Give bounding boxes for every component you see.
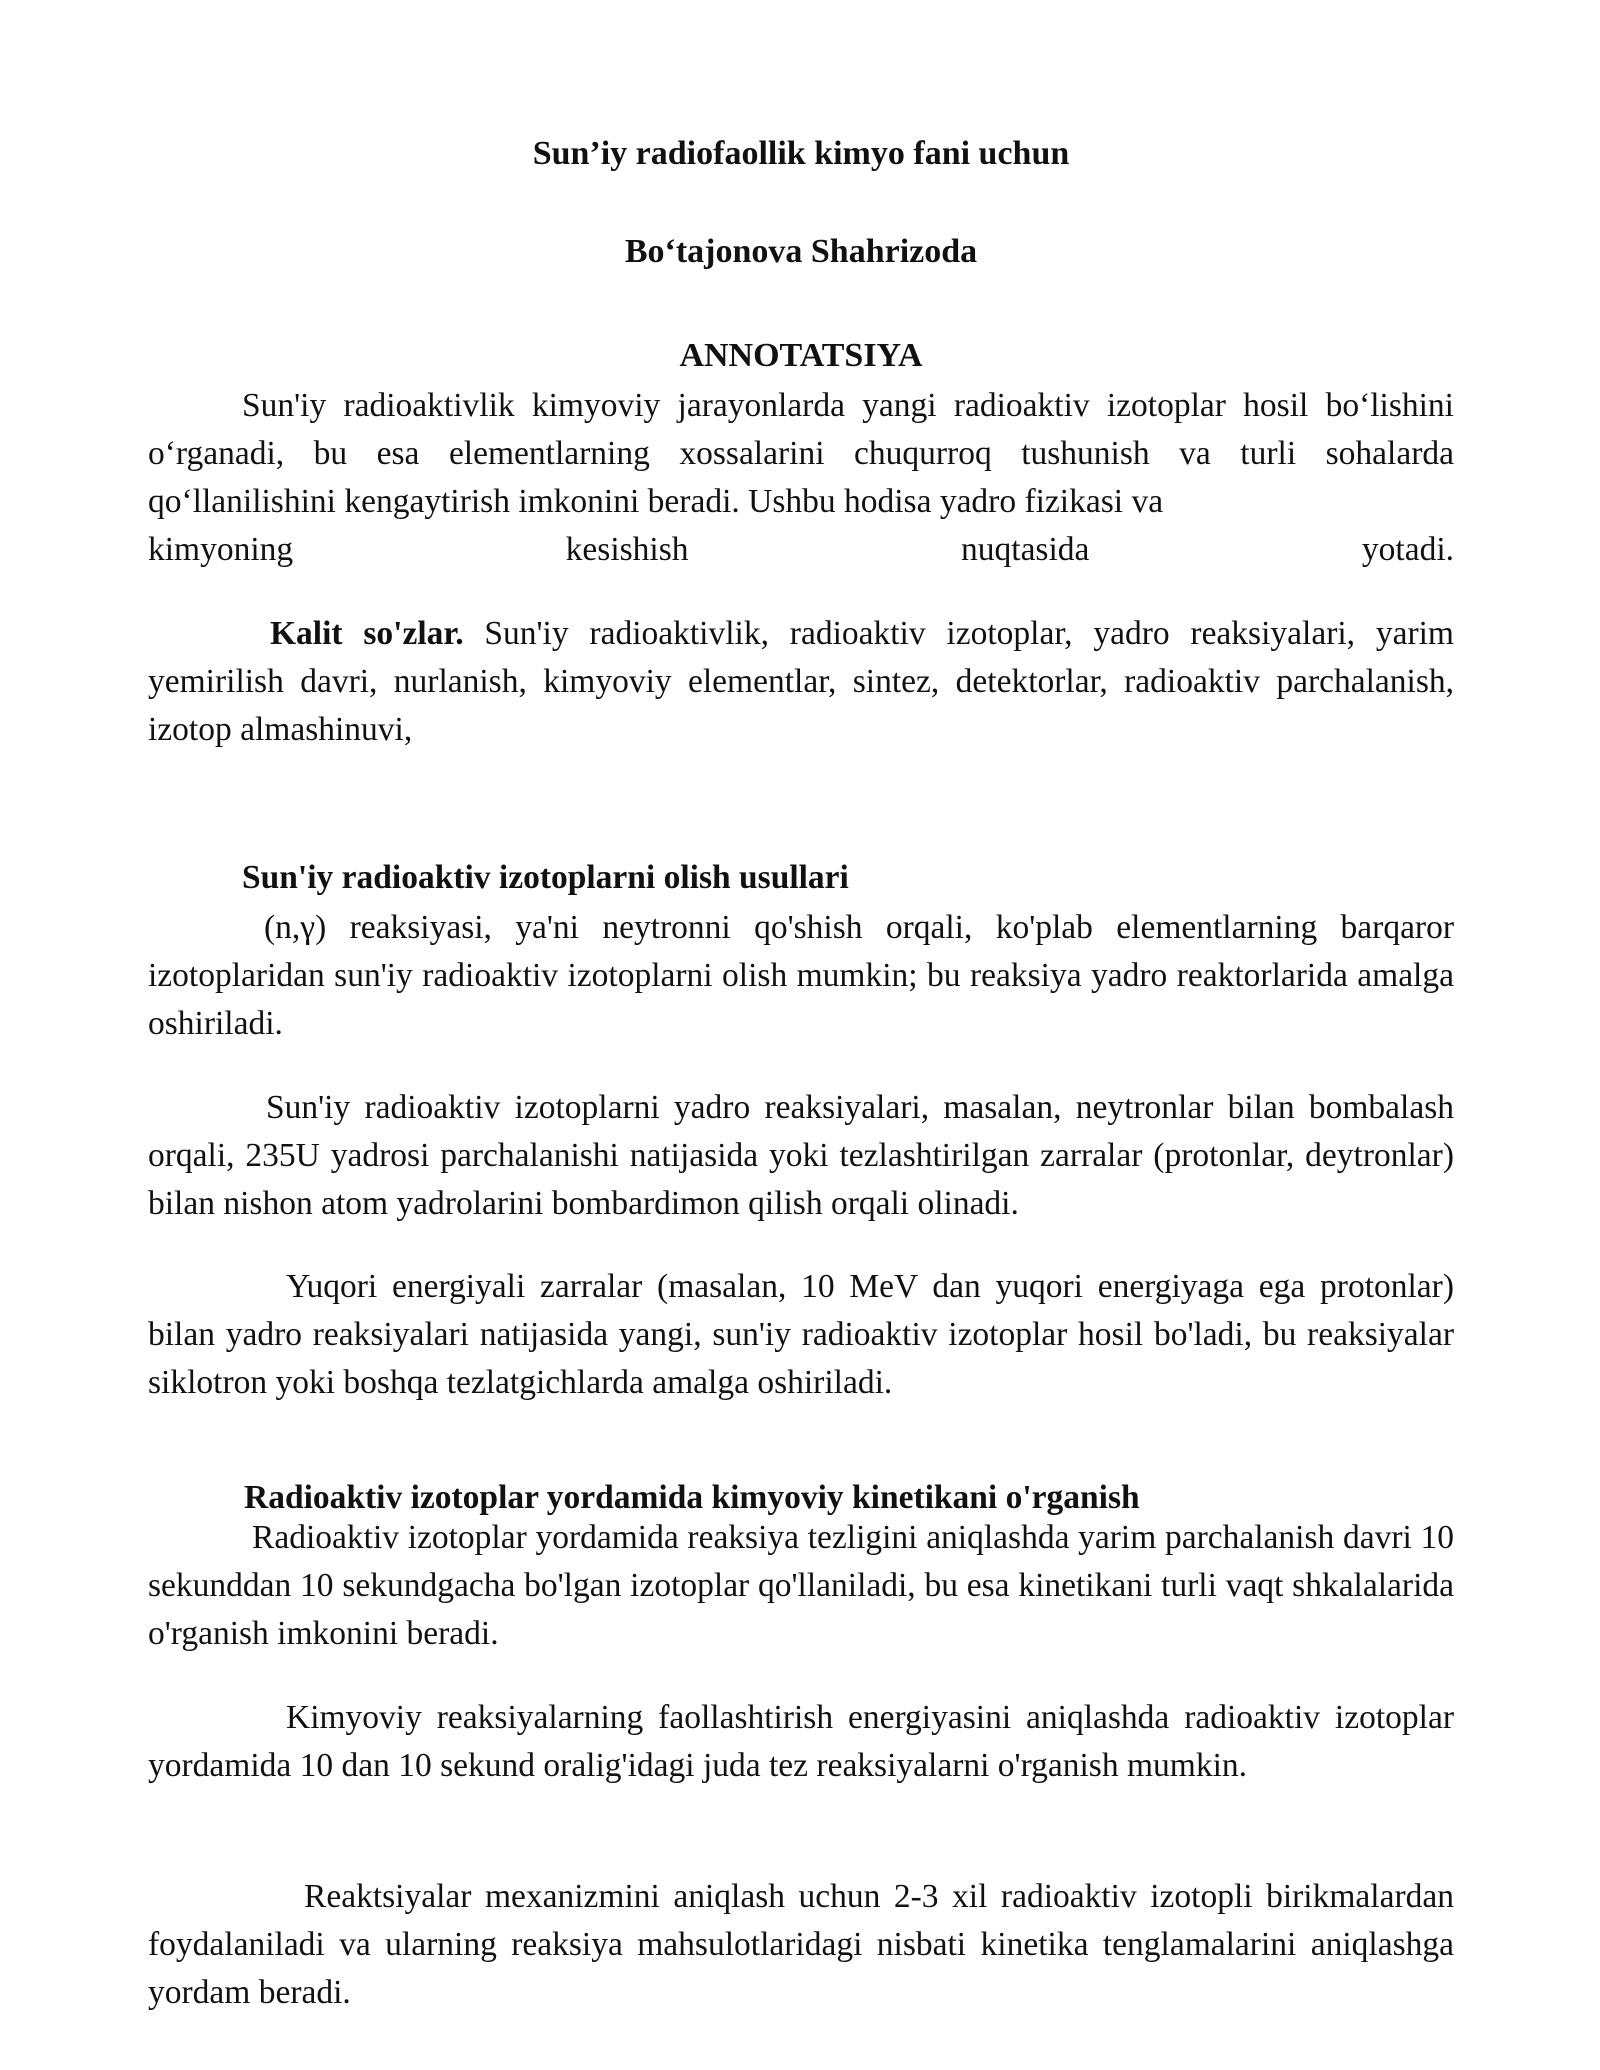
section1-paragraph-2: Sun'iy radioaktiv izotoplarni yadro reaksiyalari, masalan, neytronlar bilan bombalash orqali, 235U yadrosi parchalanishi natijasida yoki tezlashtirilgan zarralar (protonlar, deytronlar) bilan nishon atom yadrolarini bombardimon qilish orqali olinadi. — [148, 1089, 1454, 1222]
section2-paragraph-3: Reaktsiyalar mexanizmini aniqlash uchun 2-3 xil radioaktiv izotopli birikmalardan foydalaniladi va ularning reaksiya mahsulotlaridagi nisbati kinetika tenglamalarini aniqlashga yordam beradi. — [148, 1878, 1454, 2011]
section-heading-chemical-kinetics: Radioaktiv izotoplar yordamida kimyoviy kinetikani o'rganish — [244, 1479, 1140, 1516]
section2-paragraph-1: Radioaktiv izotoplar yordamida reaksiya tezligini aniqlashda yarim parchalanish davri 10 sekunddan 10 sekundgacha bo'lgan izotoplar qo'llaniladi, bu esa kinetikani turli vaqt shkalalarida o'rganish imkonini beradi. — [148, 1519, 1454, 1652]
section2-paragraph-2: Kimyoviy reaksiyalarning faollashtirish energiyasini aniqlashda radioaktiv izotoplar yordamida 10 dan 10 sekund oralig'idagi juda tez reaksiyalarni o'rganish mumkin. — [148, 1699, 1454, 1784]
keywords-text: Sun'iy radioaktivlik, radioaktiv izotoplar, yadro reaksiyalari, yarim yemirilish davri, nurlanish, kimyoviy elementlar, sintez, detektorlar, radioaktiv parchalanish, izotop almashinuvi, — [148, 615, 1454, 748]
author-name: Bo‘tajonova Shahrizoda — [624, 233, 978, 270]
keywords-paragraph — [148, 610, 1454, 754]
abstract-heading: ANNOTATSIYA — [679, 337, 923, 374]
section-heading-isotope-production: Sun'iy radioaktiv izotoplarni olish usullari — [242, 859, 849, 896]
keywords-label: Kalit so'zlar. — [270, 615, 464, 652]
abstract-last-line: kimyoning kesishish nuqtasida yotadi. — [148, 531, 1454, 568]
document-title: Sun’iy radiofaollik kimyo fani uchun — [532, 135, 1070, 172]
section1-paragraph-1: (n,γ) reaksiyasi, ya'ni neytronni qo'shish orqali, ko'plab elementlarning barqaror izotoplaridan sun'iy radioaktiv izotoplarni olish mumkin; bu reaksiya yadro reaktorlarida amalga oshiriladi. — [148, 909, 1454, 1042]
abstract-body: Sun'iy radioaktivlik kimyoviy jarayonlarda yangi radioaktiv izotoplar hosil bo‘lishini o‘rganadi, bu esa elementlarning xossalarini chuqurroq tushunish va turli sohalarda qo‘llanilishini kengaytirish imkonini beradi. Ushbu hodisa yadro fizikasi va — [148, 387, 1454, 520]
section1-paragraph-3: Yuqori energiyali zarralar (masalan, 10 MeV dan yuqori energiyaga ega protonlar) bilan yadro reaksiyalari natijasida yangi, sun'iy radioaktiv izotoplar hosil bo'ladi, bu reaksiyalar siklotron yoki boshqa tezlatgichlarda amalga oshiriladi. — [148, 1268, 1454, 1401]
